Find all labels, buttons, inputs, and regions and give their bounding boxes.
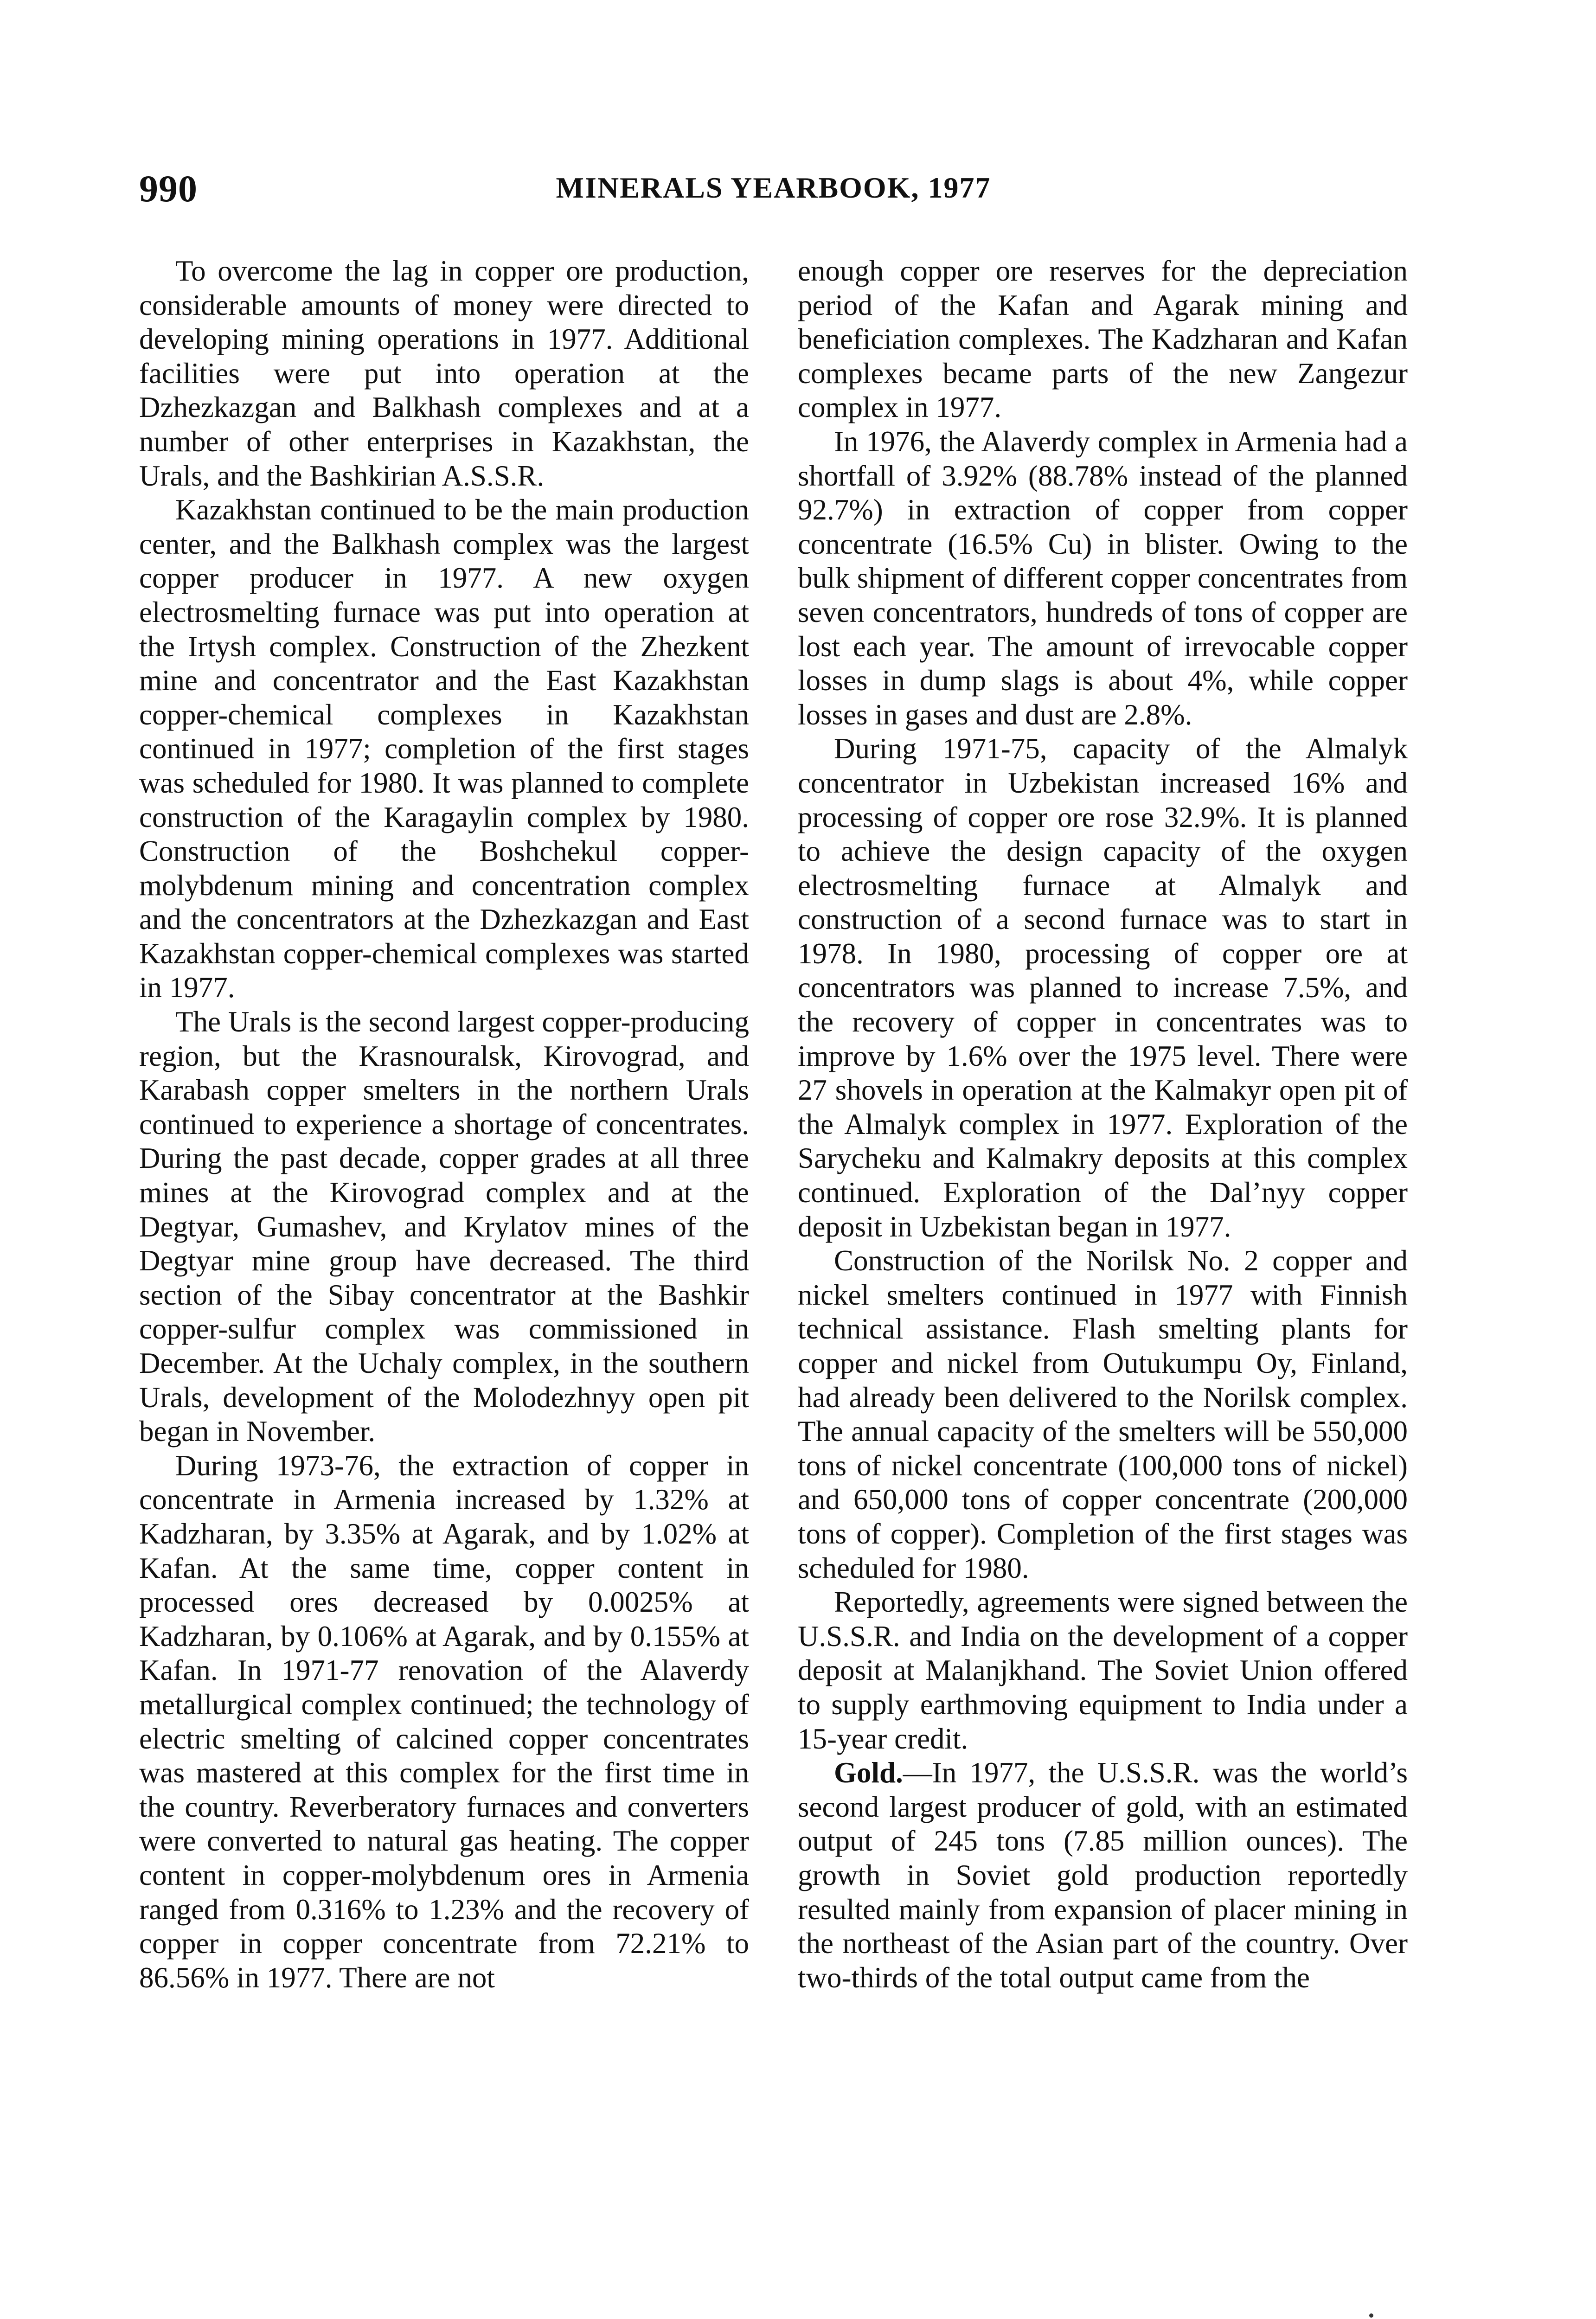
- paragraph-kazakhstan: Kazakhstan continued to be the main production center, and the Balkhash complex was the largest copper producer in 1977. A new oxygen electrosmelting furnace was put into operation at the Irtysh complex. Construction of the Zhezkent mine and concentrator and the East Kazakhstan copper-chemical complexes in Kazakhstan continued in 1977; completion of the first stages was scheduled for 1980. It was planned to complete construction of the Karagaylin complex by 1980. Construction of the Boshchekul copper-molybdenum mining and concentration complex and the concentrators at the Dzhezkazgan and East Kazakhstan copper-chemical complexes was started in 1977.: [139, 493, 749, 1004]
- paragraph-norilsk: Construction of the Norilsk No. 2 copper and nickel smelters continued in 1977 with Finnish technical assistance. Flash smelting plants for copper and nickel from Outukumpu Oy, Finland, had already been delivered to the Norilsk complex. The annual capacity of the smelters will be 550,000 tons of nickel concentrate (100,000 tons of nickel) and 650,000 tons of copper concentrate (200,000 tons of copper). Completion of the first stages was scheduled for 1980.: [798, 1244, 1408, 1584]
- paragraph-reserves-continued: enough copper ore reserves for the depreciation period of the Kafan and Agarak mining and beneficiation complexes. The Kadzharan and Kafan complexes became parts of the new Zangezur complex in 1977.: [798, 255, 1408, 424]
- left-column: [139, 254, 749, 1995]
- gold-run-in-heading: Gold.: [834, 1756, 903, 1789]
- running-title: MINERALS YEARBOOK, 1977: [556, 171, 991, 204]
- right-column: [798, 254, 1408, 1995]
- paragraph-armenia: During 1973-76, the extraction of copper in concentrate in Armenia increased by 1.32% at Kadzharan, by 3.35% at Agarak, and by 1.02% at Kafan. At the same time, copper content in processed ores decreased by 0.0025% at Kadzharan, by 0.106% at Agarak, and by 0.155% at Kafan. In 1971-77 renovation of the Alaverdy metallurgical complex continued; the technology of electric smelting of calcined copper concentrates was mastered at this complex for the first time in the country. Reverberatory furnaces and converters were converted to natural gas heating. The copper content in copper-molybdenum ores in Armenia ranged from 0.316% to 1.23% and the recovery of copper in copper concentrate from 72.21% to 86.56% in 1977. There are not: [139, 1449, 749, 1994]
- page-number: 990: [139, 167, 198, 210]
- paragraph-urals: The Urals is the second largest copper-producing region, but the Krasnouralsk, Kirovograd, and Karabash copper smelters in the northern Urals continued to experience a shortage of concentrates. During the past decade, copper grades at all three mines at the Kirovograd complex and at the Degtyar, Gumashev, and Krylatov mines of the Degtyar mine group have decreased. The third section of the Sibay concentrator at the Bashkir copper-sulfur complex was commissioned in December. At the Uchaly complex, in the southern Urals, development of the Molodezhnyy open pit began in November.: [139, 1006, 749, 1448]
- paragraph-almalyk: During 1971-75, capacity of the Almalyk concentrator in Uzbekistan increased 16% and processing of copper ore rose 32.9%. It is planned to achieve the design capacity of the oxygen electrosmelting furnace at Almalyk and construction of a second furnace was to start in 1978. In 1980, processing of copper ore at concentrators was planned to increase 7.5%, and the recovery of copper in concentrates was to improve by 1.6% over the 1975 level. There were 27 shovels in operation at the Kalmakyr open pit of the Almalyk complex in 1977. Exploration of the Sarycheku and Kalmakry deposits at this complex continued. Exploration of the Dal’nyy copper deposit in Uzbekistan began in 1977.: [798, 732, 1408, 1243]
- paragraph-gold: [798, 1756, 1408, 1995]
- gold-paragraph-text: —In 1977, the U.S.S.R. was the world’s second largest producer of gold, with an estimated output of 245 tons (7.85 million ounces). The growth in Soviet gold production reportedly resulted mainly from expansion of placer mining in the northeast of the Asian part of the country. Over two-thirds of the total output came from the: [798, 1756, 1408, 1994]
- paragraph-alaverdy: In 1976, the Alaverdy complex in Armenia had a shortfall of 3.92% (88.78% instead of the planned 92.7%) in extraction of copper from copper concentrate (16.5% Cu) in blister. Owing to the bulk shipment of different copper concentrates from seven concentrators, hundreds of tons of copper are lost each year. The amount of irrevocable copper losses in dump slags is about 4%, while copper losses in gases and dust are 2.8%.: [798, 425, 1408, 731]
- stray-dot-mark: [1369, 2313, 1373, 2318]
- page-header: [139, 167, 1408, 223]
- paragraph-india-agreement: Reportedly, agreements were signed between the U.S.S.R. and India on the development of a copper deposit at Malanjkhand. The Soviet Union offered to supply earthmoving equipment to India under a 15-year credit.: [798, 1586, 1408, 1755]
- paragraph-copper-lag: To overcome the lag in copper ore production, considerable amounts of money were directed to developing mining operations in 1977. Additional facilities were put into operation at the Dzhezkazgan and Balkhash complexes and at a number of other enterprises in Kazakhstan, the Urals, and the Bashkirian A.S.S.R.: [139, 255, 749, 492]
